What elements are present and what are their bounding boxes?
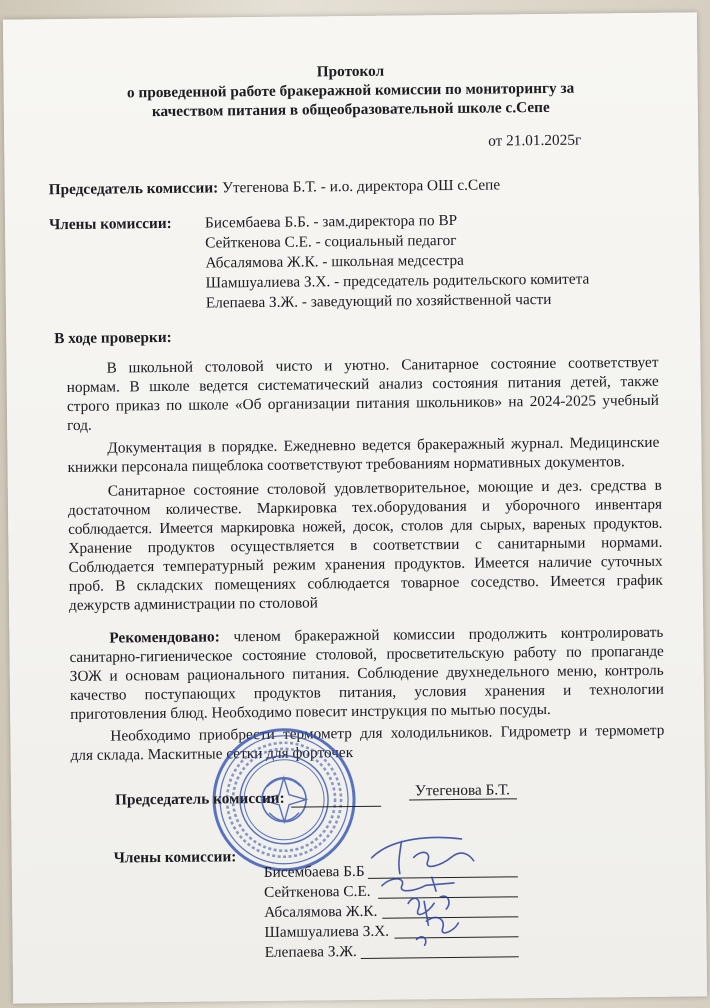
sig-member-name: Шамшуалиева З.Х. bbox=[264, 922, 390, 941]
doc-subtitle-line2: качеством питания в общеобразовательной школе с.Сепе bbox=[151, 98, 550, 121]
rec-label: Рекомендовано: bbox=[109, 628, 220, 647]
para2-line: Документация в порядке. Ежедневно ведется бракеражный журнал. Медицинские bbox=[107, 433, 660, 457]
para5-line: для склада. Маскитные сетки для форточек bbox=[70, 744, 354, 764]
doc-date: от 21.01.2025г bbox=[488, 131, 582, 150]
para3-line: соблюдается. Имеется маркировка ножей, досок, столов для сырых, вареных продуктов. bbox=[68, 514, 663, 539]
para1-line: В школьной столовой чисто и уютно. Санитарное состояние соответствует bbox=[106, 353, 659, 377]
sig-member-name: Абсалямова Ж.К. bbox=[264, 902, 378, 921]
sig-chair-name-underline bbox=[409, 798, 517, 800]
chair-value: Утегенова Б.Т. - и.о. директора ОШ с.Сепе bbox=[221, 176, 501, 197]
member-item: Сейткенова С.Е. - социальный педагог bbox=[205, 231, 457, 252]
para3-line: Санитарное состояние столовой удовлетворительное, моющие и дез. средства в bbox=[107, 476, 662, 500]
para3-line: Соблюдается температурный режим хранения продуктов. Имеется наличие суточных bbox=[68, 552, 663, 577]
doc-title: Протокол bbox=[316, 62, 385, 81]
sig-member-name: Сейткенова С.Е. bbox=[263, 882, 371, 901]
para3-line: проб. В складских помещениях соблюдается товарное соседство. Имеется график bbox=[68, 571, 663, 596]
doc-subtitle-line1: о проведенной работе бракеражной комиссии по мониторингу за bbox=[126, 79, 575, 102]
handwritten-signatures bbox=[361, 826, 512, 958]
sig-member-name: Елепаева З.Ж. bbox=[264, 943, 357, 961]
para2-line: книжки персонала пищеблока соответствуют требованиям нормативных документов. bbox=[67, 453, 625, 477]
sig-chair-label: Председатель комиссии: bbox=[114, 789, 285, 809]
para1-line: нормам. В школе ведется систематический анализ состояния питания детей, также bbox=[66, 372, 659, 397]
member-item: Шамшуалиева З.Х. - председатель родительского комитета bbox=[205, 270, 590, 292]
sig-member-name: Бисембаева Б.Б bbox=[263, 862, 365, 881]
para1-line: год. bbox=[67, 416, 92, 435]
inspection-heading: В ходе проверки: bbox=[54, 328, 172, 348]
member-item: Абсалямова Ж.К. - школьная медсестра bbox=[205, 251, 465, 272]
para5-line: Необходимо приобрести термометр для холодильников. Гидрометр и термометр bbox=[110, 721, 665, 745]
chair-line bbox=[49, 175, 501, 199]
para3-line: Хранение продуктов осуществляется в соответствии с санитарными нормами. bbox=[68, 533, 663, 558]
sig-members-label: Члены комиссии: bbox=[113, 848, 237, 867]
rec-line: приготовления блюд. Необходимо повесит инструкция по мытью посуды. bbox=[70, 700, 551, 723]
rec-line: качество поступающих продуктов питания, условия хранения и технологии bbox=[69, 680, 665, 704]
para3-line: достаточном количестве. Маркировка тех.оборудования и уборочного инвентаря bbox=[67, 495, 663, 520]
chair-label: Председатель комиссии: bbox=[48, 179, 219, 199]
rec-line: ЗОЖ и основам рационального питания. Соблюдение двухнедельного меню, контроль bbox=[69, 661, 664, 685]
members-label: Члены комиссии: bbox=[48, 214, 172, 234]
para1-line: строго приказ по школе «Об организации питания школьников» на 2024-2025 учебный bbox=[66, 391, 659, 416]
para3-line: дежурств администрации по столовой bbox=[68, 594, 318, 614]
rec-text: членом бракеражной комиссии продолжить контролировать bbox=[233, 623, 664, 646]
rec-line: санитарно-гигиеническое состояние столовой, просветительскую работу по пропаганде bbox=[69, 642, 664, 666]
member-item: Елепаева З.Ж. - заведующий по хозяйственной части bbox=[205, 290, 552, 312]
sig-chair-name: Утегенова Б.Т. bbox=[414, 781, 510, 800]
member-item: Бисембаева Б.Б. - зам.директора по ВР bbox=[204, 211, 458, 232]
document-page bbox=[3, 12, 707, 1003]
